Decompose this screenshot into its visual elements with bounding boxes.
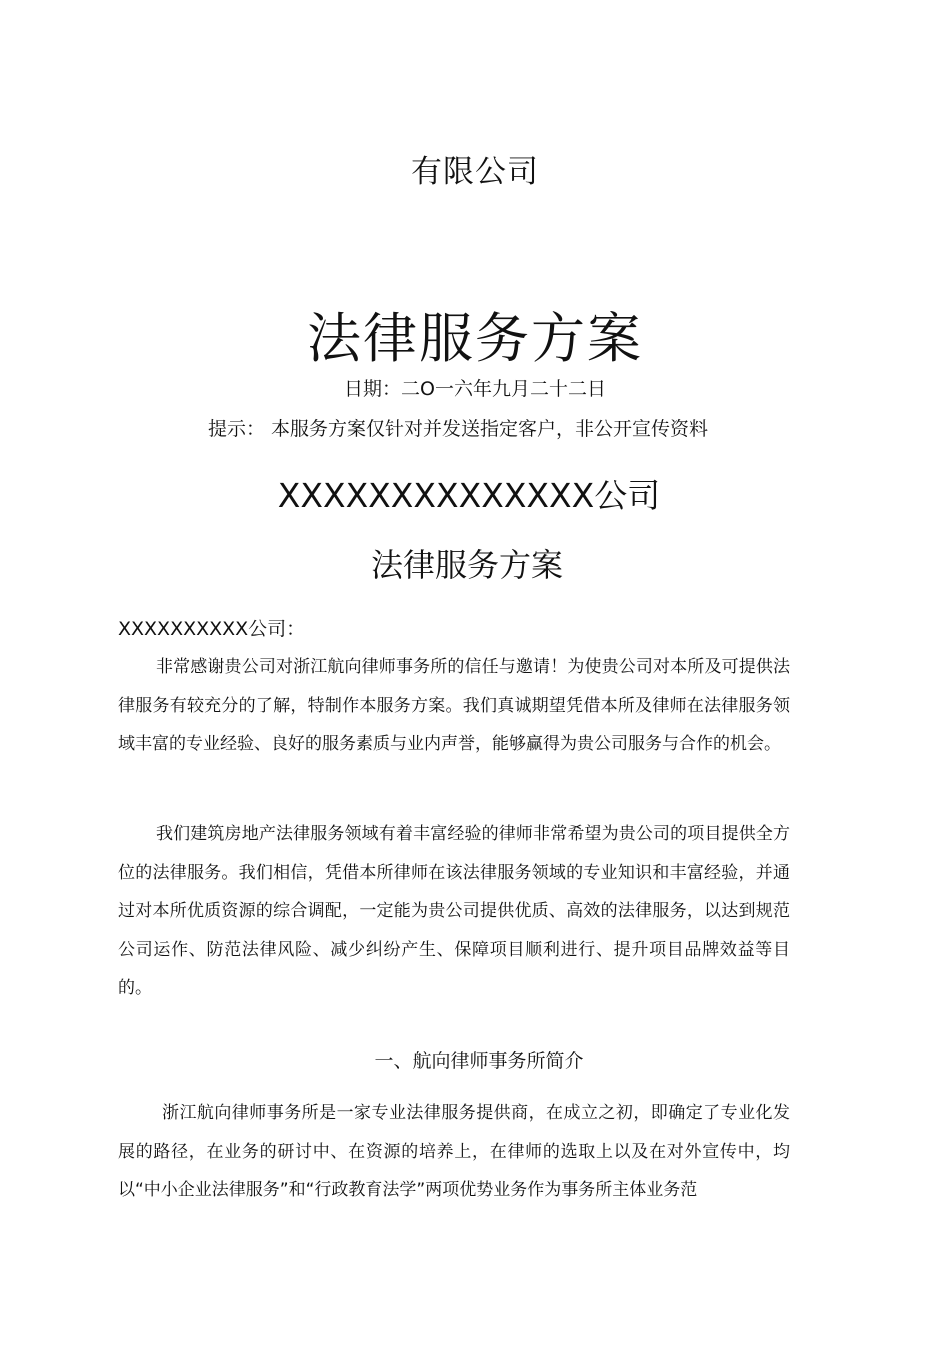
confidential-notice: 提示： 本服务方案仅针对并发送指定客户，非公开宣传资料 (207, 418, 709, 440)
intro-paragraph-2: 我们建筑房地产法律服务领域有着丰富经验的律师非常希望为贵公司的项目提供全方位的法律服务。我们相信，凭借本所律师在该法律服务领域的专业知识和丰富经验，并通过对本所优质资源的综合调配，一定能为贵公司提供优质、高效的法律服务，以达到规范公司运作、防范法律风险、减少纠纷产生、保障项目顺利进行、提升项目品牌效益等目的。 (118, 824, 790, 998)
company-header: 有限公司 (411, 154, 539, 190)
intro-paragraph-1: 非常感谢贵公司对浙江航向律师事务所的信任与邀请！为使贵公司对本所及可提供法律服务有较充分的了解，特制作本服务方案。我们真诚期望凭借本所及律师在法律服务领域丰富的专业经验、良好的服务素质与业内声誉，能够赢得为贵公司服务与合作的机会。 (118, 657, 790, 754)
salutation: XXXXXXXXXX公司： (118, 618, 306, 640)
client-company-name: XXXXXXXXXXXXXX公司 (277, 476, 661, 515)
section-paragraph: 浙江航向律师事务所是一家专业法律服务提供商，在成立之初，即确定了专业化发展的路径，在业务的研讨中、在资源的培养上，在律师的选取上以及在对外宣传中，均以“中小企业法律服务”和“行政教育法学”两项优势业务作为事务所主体业务范 (118, 1103, 790, 1200)
sub-title: 法律服务方案 (370, 546, 563, 584)
date-line: 日期：二O一六年九月二十二日 (344, 378, 606, 400)
section-heading: 一、航向律师事务所简介 (374, 1050, 584, 1072)
main-title: 法律服务方案 (307, 307, 643, 370)
